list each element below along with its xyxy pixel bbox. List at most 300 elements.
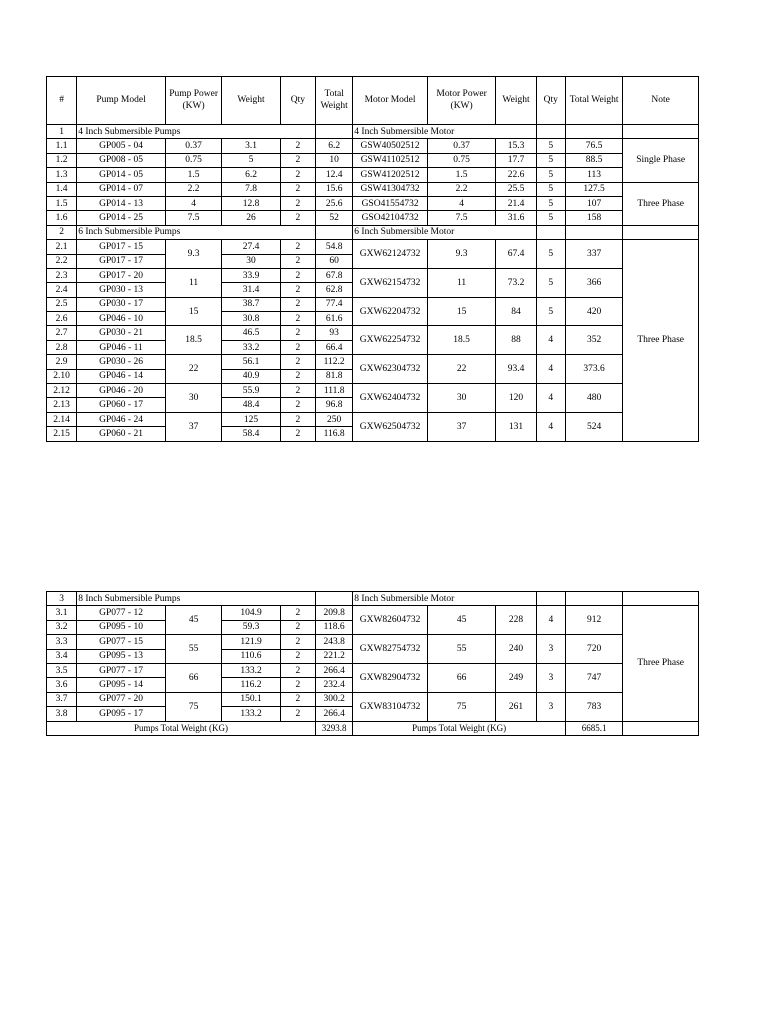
pump-weight: 121.9 xyxy=(222,635,280,649)
pump-total-weight: 25.6 xyxy=(316,196,353,210)
pump-qty: 2 xyxy=(280,139,315,153)
row-number: 3.5 xyxy=(47,663,77,677)
pump-weight: 38.7 xyxy=(222,297,280,311)
row-number: 2.2 xyxy=(47,254,77,268)
pump-weight: 56.1 xyxy=(222,355,280,369)
motor-model: GXW62504732 xyxy=(353,412,428,441)
row-number: 3.7 xyxy=(47,692,77,706)
motor-power: 11 xyxy=(427,268,496,297)
row-number: 1.1 xyxy=(47,139,77,153)
motor-total-weight: 366 xyxy=(565,268,622,297)
pump-motor-table-4-6-inch xyxy=(46,76,699,442)
motor-model: GSW40502512 xyxy=(353,139,428,153)
pump-qty: 2 xyxy=(280,168,315,182)
header-weight: Weight xyxy=(222,77,280,125)
motor-model: GXW62154732 xyxy=(353,268,428,297)
pump-qty: 2 xyxy=(280,196,315,210)
motor-weight: 228 xyxy=(496,606,536,635)
pump-power: 7.5 xyxy=(165,211,221,225)
section-blank xyxy=(623,125,699,139)
note-three-phase: Three Phase xyxy=(623,182,699,225)
section-pump-title: 6 Inch Submersible Pumps xyxy=(77,225,316,239)
section-blank xyxy=(565,225,622,239)
section-blank xyxy=(565,592,622,606)
pump-weight: 58.4 xyxy=(222,427,280,441)
table-row xyxy=(47,196,699,210)
pump-model: GP014 - 07 xyxy=(77,182,166,196)
row-number: 3.2 xyxy=(47,620,77,634)
pumps-total-value: 3293.8 xyxy=(316,721,353,735)
pump-weight: 3.1 xyxy=(222,139,280,153)
table-row xyxy=(47,412,699,426)
pump-weight: 46.5 xyxy=(222,326,280,340)
pump-qty: 2 xyxy=(280,649,315,663)
table-row xyxy=(47,168,699,182)
motor-qty: 3 xyxy=(536,635,565,664)
pump-weight: 125 xyxy=(222,412,280,426)
motor-power: 7.5 xyxy=(427,211,496,225)
note-three-phase: Three Phase xyxy=(623,240,699,441)
pump-qty: 2 xyxy=(280,254,315,268)
motor-model: GXW62254732 xyxy=(353,326,428,355)
motor-model: GXW82604732 xyxy=(353,606,428,635)
totals-blank xyxy=(623,721,699,735)
motor-model: GXW62204732 xyxy=(353,297,428,326)
motor-model: GXW62304732 xyxy=(353,355,428,384)
pump-power: 0.75 xyxy=(165,153,221,167)
header-qty: Qty xyxy=(280,77,315,125)
pump-weight: 55.9 xyxy=(222,384,280,398)
motor-model: GSW41202512 xyxy=(353,168,428,182)
section-blank xyxy=(316,125,353,139)
pump-total-weight: 54.8 xyxy=(316,240,353,254)
pump-qty: 2 xyxy=(280,678,315,692)
motor-power: 1.5 xyxy=(427,168,496,182)
pump-power: 0.37 xyxy=(165,139,221,153)
row-number: 1.3 xyxy=(47,168,77,182)
pump-total-weight: 96.8 xyxy=(316,398,353,412)
motor-total-weight: 420 xyxy=(565,297,622,326)
motor-power: 55 xyxy=(427,635,496,664)
pump-weight: 12.8 xyxy=(222,196,280,210)
pump-power: 1.5 xyxy=(165,168,221,182)
pump-qty: 2 xyxy=(280,340,315,354)
pump-weight: 7.8 xyxy=(222,182,280,196)
motor-power: 37 xyxy=(427,412,496,441)
pump-qty: 2 xyxy=(280,153,315,167)
pump-model: GP095 - 13 xyxy=(77,649,166,663)
motor-qty: 4 xyxy=(536,355,565,384)
pump-model: GP008 - 05 xyxy=(77,153,166,167)
motor-total-weight: 524 xyxy=(565,412,622,441)
header-no: # xyxy=(47,77,77,125)
pump-weight: 33.2 xyxy=(222,340,280,354)
pump-qty: 2 xyxy=(280,355,315,369)
motor-model: GXW82754732 xyxy=(353,635,428,664)
pump-motor-table-8-inch xyxy=(46,591,699,736)
pump-total-weight: 67.8 xyxy=(316,268,353,282)
row-number: 2.13 xyxy=(47,398,77,412)
motor-qty: 5 xyxy=(536,196,565,210)
pump-model: GP060 - 17 xyxy=(77,398,166,412)
pump-power: 18.5 xyxy=(165,326,221,355)
section-blank xyxy=(536,225,565,239)
pump-total-weight: 250 xyxy=(316,412,353,426)
pump-weight: 33.9 xyxy=(222,268,280,282)
row-number: 2.9 xyxy=(47,355,77,369)
pump-power: 45 xyxy=(165,606,221,635)
motor-qty: 5 xyxy=(536,268,565,297)
motor-weight: 31.6 xyxy=(496,211,536,225)
pump-total-weight: 6.2 xyxy=(316,139,353,153)
pump-model: GP046 - 11 xyxy=(77,340,166,354)
pump-model: GP017 - 17 xyxy=(77,254,166,268)
pump-qty: 2 xyxy=(280,606,315,620)
pump-qty: 2 xyxy=(280,620,315,634)
table-row xyxy=(47,663,699,677)
pump-total-weight: 10 xyxy=(316,153,353,167)
motor-model: GXW83104732 xyxy=(353,692,428,721)
pump-qty: 2 xyxy=(280,312,315,326)
motor-qty: 5 xyxy=(536,211,565,225)
motor-weight: 261 xyxy=(496,692,536,721)
motor-weight: 22.6 xyxy=(496,168,536,182)
pump-weight: 48.4 xyxy=(222,398,280,412)
row-number: 1.2 xyxy=(47,153,77,167)
pump-model: GP017 - 20 xyxy=(77,268,166,282)
section-row xyxy=(47,592,699,606)
section-motor-title: 8 Inch Submersible Motor xyxy=(353,592,536,606)
motor-power: 0.37 xyxy=(427,139,496,153)
header-motor-power: Motor Power (KW) xyxy=(427,77,496,125)
pump-model: GP030 - 13 xyxy=(77,283,166,297)
pump-qty: 2 xyxy=(280,384,315,398)
motor-power: 15 xyxy=(427,297,496,326)
pump-weight: 31.4 xyxy=(222,283,280,297)
motor-qty: 3 xyxy=(536,663,565,692)
table-row xyxy=(47,268,699,282)
pump-model: GP077 - 12 xyxy=(77,606,166,620)
motor-model: GSO41554732 xyxy=(353,196,428,210)
header-note: Note xyxy=(623,77,699,125)
pump-model: GP014 - 13 xyxy=(77,196,166,210)
pump-qty: 2 xyxy=(280,692,315,706)
pump-total-weight: 81.8 xyxy=(316,369,353,383)
row-number: 2.3 xyxy=(47,268,77,282)
pump-total-weight: 60 xyxy=(316,254,353,268)
pump-qty: 2 xyxy=(280,326,315,340)
motor-qty: 4 xyxy=(536,412,565,441)
motor-weight: 25.5 xyxy=(496,182,536,196)
motor-weight: 67.4 xyxy=(496,240,536,269)
row-number: 3.1 xyxy=(47,606,77,620)
pump-qty: 2 xyxy=(280,283,315,297)
pump-total-weight: 111.8 xyxy=(316,384,353,398)
pump-qty: 2 xyxy=(280,707,315,721)
section-number: 1 xyxy=(47,125,77,139)
motor-power: 0.75 xyxy=(427,153,496,167)
motor-model: GSW41304732 xyxy=(353,182,428,196)
section-pump-title: 8 Inch Submersible Pumps xyxy=(77,592,316,606)
motor-qty: 5 xyxy=(536,153,565,167)
pump-weight: 26 xyxy=(222,211,280,225)
pump-power: 55 xyxy=(165,635,221,664)
motor-weight: 120 xyxy=(496,384,536,413)
pump-model: GP046 - 10 xyxy=(77,312,166,326)
pump-power: 75 xyxy=(165,692,221,721)
motor-weight: 93.4 xyxy=(496,355,536,384)
table-row xyxy=(47,211,699,225)
section-row xyxy=(47,225,699,239)
table-row xyxy=(47,355,699,369)
section-motor-title: 4 Inch Submersible Motor xyxy=(353,125,536,139)
motor-qty: 5 xyxy=(536,182,565,196)
pump-weight: 27.4 xyxy=(222,240,280,254)
motor-weight: 17.7 xyxy=(496,153,536,167)
section-blank xyxy=(565,125,622,139)
motor-total-weight: 720 xyxy=(565,635,622,664)
table-body-8-inch xyxy=(47,592,699,736)
motor-total-weight: 107 xyxy=(565,196,622,210)
row-number: 2.5 xyxy=(47,297,77,311)
header-motor-qty: Qty xyxy=(536,77,565,125)
motor-model: GXW62124732 xyxy=(353,240,428,269)
pump-weight: 133.2 xyxy=(222,663,280,677)
row-number: 2.4 xyxy=(47,283,77,297)
motor-qty: 5 xyxy=(536,297,565,326)
row-number: 3.6 xyxy=(47,678,77,692)
motor-weight: 131 xyxy=(496,412,536,441)
pump-qty: 2 xyxy=(280,398,315,412)
motor-power: 22 xyxy=(427,355,496,384)
motor-weight: 21.4 xyxy=(496,196,536,210)
row-number: 2.12 xyxy=(47,384,77,398)
pump-model: GP095 - 17 xyxy=(77,707,166,721)
pump-qty: 2 xyxy=(280,427,315,441)
table-body-4-6-inch xyxy=(47,125,699,442)
motor-model: GSO42104732 xyxy=(353,211,428,225)
motor-model: GXW62404732 xyxy=(353,384,428,413)
pump-total-weight: 300.2 xyxy=(316,692,353,706)
motor-power: 4 xyxy=(427,196,496,210)
pump-weight: 6.2 xyxy=(222,168,280,182)
row-number: 1.4 xyxy=(47,182,77,196)
pump-model: GP030 - 17 xyxy=(77,297,166,311)
section-row xyxy=(47,125,699,139)
motor-total-weight: 158 xyxy=(565,211,622,225)
pump-power: 11 xyxy=(165,268,221,297)
pump-weight: 104.9 xyxy=(222,606,280,620)
pump-total-weight: 118.6 xyxy=(316,620,353,634)
motor-qty: 3 xyxy=(536,692,565,721)
pump-total-weight: 93 xyxy=(316,326,353,340)
row-number: 2.14 xyxy=(47,412,77,426)
row-number: 3.3 xyxy=(47,635,77,649)
pump-qty: 2 xyxy=(280,297,315,311)
pump-model: GP046 - 24 xyxy=(77,412,166,426)
motor-weight: 240 xyxy=(496,635,536,664)
pump-model: GP046 - 20 xyxy=(77,384,166,398)
header-pump-model: Pump Model xyxy=(77,77,166,125)
motor-total-weight: 747 xyxy=(565,663,622,692)
section-blank xyxy=(536,592,565,606)
pump-weight: 30.8 xyxy=(222,312,280,326)
pump-total-weight: 12.4 xyxy=(316,168,353,182)
motor-qty: 5 xyxy=(536,168,565,182)
pump-model: GP077 - 20 xyxy=(77,692,166,706)
section-number: 3 xyxy=(47,592,77,606)
pump-model: GP005 - 04 xyxy=(77,139,166,153)
motor-qty: 5 xyxy=(536,240,565,269)
pump-model: GP046 - 14 xyxy=(77,369,166,383)
pump-weight: 59.3 xyxy=(222,620,280,634)
pump-model: GP095 - 10 xyxy=(77,620,166,634)
pump-power: 4 xyxy=(165,196,221,210)
pump-total-weight: 266.4 xyxy=(316,707,353,721)
pump-power: 2.2 xyxy=(165,182,221,196)
header-motor-weight: Weight xyxy=(496,77,536,125)
pump-model: GP030 - 21 xyxy=(77,326,166,340)
section-blank xyxy=(623,225,699,239)
motor-qty: 5 xyxy=(536,139,565,153)
pump-weight: 133.2 xyxy=(222,707,280,721)
pump-model: GP060 - 21 xyxy=(77,427,166,441)
motor-total-weight: 127.5 xyxy=(565,182,622,196)
header-motor-total-weight: Total Weight xyxy=(565,77,622,125)
motor-power: 18.5 xyxy=(427,326,496,355)
row-number: 2.10 xyxy=(47,369,77,383)
pump-power: 30 xyxy=(165,384,221,413)
pump-total-weight: 243.8 xyxy=(316,635,353,649)
pump-power: 37 xyxy=(165,412,221,441)
pump-model: GP077 - 15 xyxy=(77,635,166,649)
table-row xyxy=(47,635,699,649)
pump-total-weight: 112.2 xyxy=(316,355,353,369)
pump-total-weight: 221.2 xyxy=(316,649,353,663)
section-number: 2 xyxy=(47,225,77,239)
header-total-weight: Total Weight xyxy=(316,77,353,125)
pump-qty: 2 xyxy=(280,240,315,254)
motor-total-weight: 337 xyxy=(565,240,622,269)
pump-weight: 40.9 xyxy=(222,369,280,383)
section-pump-title: 4 Inch Submersible Pumps xyxy=(77,125,316,139)
pump-total-weight: 52 xyxy=(316,211,353,225)
section-blank xyxy=(623,592,699,606)
section-blank xyxy=(316,592,353,606)
row-number: 3.4 xyxy=(47,649,77,663)
pump-qty: 2 xyxy=(280,182,315,196)
pump-power: 9.3 xyxy=(165,240,221,269)
section-motor-title: 6 Inch Submersible Motor xyxy=(353,225,536,239)
row-number: 2.6 xyxy=(47,312,77,326)
pump-total-weight: 209.8 xyxy=(316,606,353,620)
motors-total-label: Pumps Total Weight (KG) xyxy=(353,721,566,735)
pump-model: GP017 - 15 xyxy=(77,240,166,254)
pump-weight: 30 xyxy=(222,254,280,268)
row-number: 2.15 xyxy=(47,427,77,441)
motor-power: 75 xyxy=(427,692,496,721)
note-single-phase: Single Phase xyxy=(623,139,699,182)
motor-total-weight: 912 xyxy=(565,606,622,635)
motor-total-weight: 373.6 xyxy=(565,355,622,384)
motor-weight: 249 xyxy=(496,663,536,692)
pump-qty: 2 xyxy=(280,211,315,225)
row-number: 2.1 xyxy=(47,240,77,254)
motor-qty: 4 xyxy=(536,606,565,635)
header-motor-model: Motor Model xyxy=(353,77,428,125)
motor-total-weight: 76.5 xyxy=(565,139,622,153)
motor-qty: 4 xyxy=(536,326,565,355)
pump-total-weight: 61.6 xyxy=(316,312,353,326)
pump-model: GP095 - 14 xyxy=(77,678,166,692)
motor-power: 2.2 xyxy=(427,182,496,196)
pump-qty: 2 xyxy=(280,663,315,677)
pump-model: GP014 - 05 xyxy=(77,168,166,182)
pump-weight: 150.1 xyxy=(222,692,280,706)
motor-weight: 88 xyxy=(496,326,536,355)
pump-qty: 2 xyxy=(280,635,315,649)
motor-total-weight: 113 xyxy=(565,168,622,182)
motor-total-weight: 480 xyxy=(565,384,622,413)
pump-model: GP030 - 26 xyxy=(77,355,166,369)
table-row xyxy=(47,153,699,167)
motor-weight: 15.3 xyxy=(496,139,536,153)
totals-row xyxy=(47,721,699,735)
motor-qty: 4 xyxy=(536,384,565,413)
section-blank xyxy=(536,125,565,139)
pump-total-weight: 232.4 xyxy=(316,678,353,692)
table-row xyxy=(47,182,699,196)
pump-weight: 5 xyxy=(222,153,280,167)
pump-total-weight: 116.8 xyxy=(316,427,353,441)
pump-power: 15 xyxy=(165,297,221,326)
pump-model: GP014 - 25 xyxy=(77,211,166,225)
header-pump-power: Pump Power (KW) xyxy=(165,77,221,125)
motor-power: 45 xyxy=(427,606,496,635)
motor-model: GSW41102512 xyxy=(353,153,428,167)
pump-qty: 2 xyxy=(280,412,315,426)
motor-total-weight: 88.5 xyxy=(565,153,622,167)
note-three-phase: Three Phase xyxy=(623,606,699,721)
motors-total-value: 6685.1 xyxy=(565,721,622,735)
table-row xyxy=(47,297,699,311)
pump-total-weight: 77.4 xyxy=(316,297,353,311)
pump-qty: 2 xyxy=(280,268,315,282)
motor-power: 30 xyxy=(427,384,496,413)
row-number: 1.6 xyxy=(47,211,77,225)
row-number: 1.5 xyxy=(47,196,77,210)
pump-power: 66 xyxy=(165,663,221,692)
motor-total-weight: 352 xyxy=(565,326,622,355)
pump-weight: 110.6 xyxy=(222,649,280,663)
motor-total-weight: 783 xyxy=(565,692,622,721)
pump-qty: 2 xyxy=(280,369,315,383)
table-row xyxy=(47,692,699,706)
motor-weight: 84 xyxy=(496,297,536,326)
pump-weight: 116.2 xyxy=(222,678,280,692)
table-row xyxy=(47,139,699,153)
pump-total-weight: 66.4 xyxy=(316,340,353,354)
motor-power: 9.3 xyxy=(427,240,496,269)
table-row xyxy=(47,384,699,398)
pumps-total-label: Pumps Total Weight (KG) xyxy=(47,721,316,735)
table-row xyxy=(47,326,699,340)
row-number: 3.8 xyxy=(47,707,77,721)
table-row xyxy=(47,606,699,620)
pump-total-weight: 62.8 xyxy=(316,283,353,297)
header-row xyxy=(47,77,699,125)
motor-power: 66 xyxy=(427,663,496,692)
